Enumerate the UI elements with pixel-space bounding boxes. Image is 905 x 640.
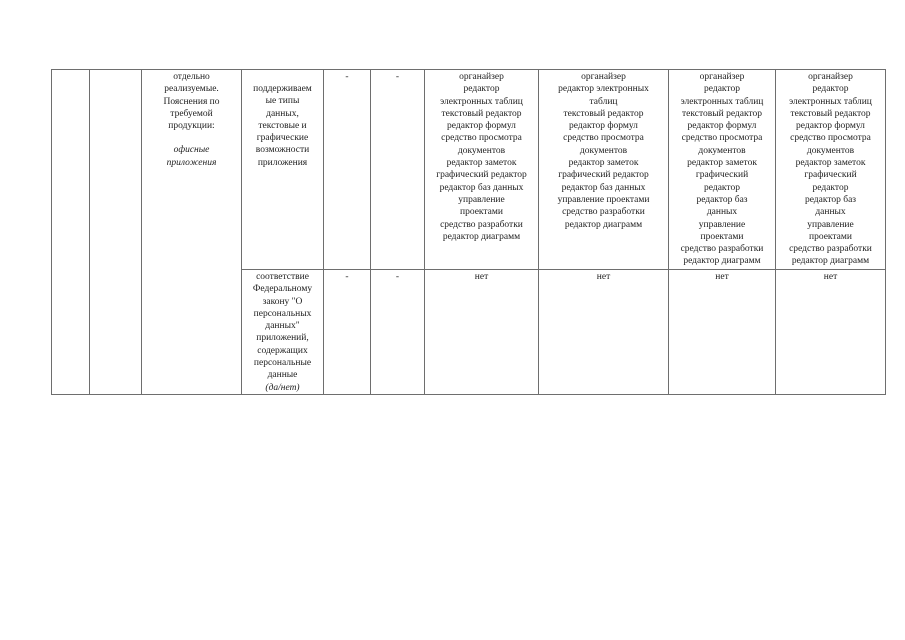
cell-line: текстовый редактор bbox=[682, 108, 762, 119]
cell-line: возможности bbox=[255, 145, 310, 156]
cell-line: таблиц bbox=[589, 96, 618, 107]
cell-line: данных, bbox=[266, 108, 299, 119]
cell-line: управление bbox=[698, 219, 746, 230]
cell-line: проектами bbox=[809, 231, 852, 242]
cell-line: данных bbox=[815, 207, 846, 218]
cell-value-col10 bbox=[776, 70, 886, 270]
cell-line: редактор формул bbox=[569, 121, 638, 132]
cell-value-col10: нет bbox=[776, 270, 886, 395]
cell-line: редактор заметок bbox=[446, 158, 517, 169]
cell-line: органайзер bbox=[581, 72, 626, 82]
cell-product-description bbox=[142, 70, 242, 395]
cell-line: редактор баз данных bbox=[561, 182, 646, 193]
cell-line: графические bbox=[256, 133, 309, 144]
cell-line: редактор bbox=[812, 84, 849, 95]
cell-line: документов bbox=[579, 145, 628, 156]
cell-line: управление bbox=[458, 194, 505, 205]
cell-unit-name: - bbox=[371, 70, 425, 270]
cell-line: текстовый редактор bbox=[563, 108, 644, 119]
cell-line: ые типы bbox=[265, 96, 300, 107]
cell-characteristic-personal-data bbox=[242, 270, 324, 395]
cell-code bbox=[90, 70, 142, 395]
cell-line: средство просмотра bbox=[563, 133, 644, 144]
cell-line: данные bbox=[267, 370, 298, 381]
cell-line: закону "О bbox=[262, 296, 303, 307]
cell-line: средство разработки bbox=[562, 207, 645, 218]
cell-line: отдельно bbox=[173, 72, 210, 82]
cell-line: соответствие bbox=[256, 272, 309, 282]
cell-line: персональные bbox=[253, 358, 312, 369]
cell-line: редактор диаграмм bbox=[683, 256, 761, 267]
cell-line: текстовый редактор bbox=[441, 108, 522, 119]
cell-line: графический редактор bbox=[436, 170, 527, 181]
cell-line: электронных таблиц bbox=[789, 96, 872, 107]
yes-no-note: (да/нет) bbox=[265, 382, 300, 393]
cell-characteristic-data-types bbox=[242, 70, 324, 270]
cell-line: редактор формул bbox=[796, 121, 865, 132]
cell-line: электронных таблиц bbox=[680, 96, 764, 107]
cell-line: средство просмотра bbox=[790, 133, 871, 144]
cell-line: органайзер bbox=[808, 72, 853, 82]
cell-line: редактор баз данных bbox=[439, 182, 524, 193]
cell-value-col8: нет bbox=[539, 270, 669, 395]
cell-line: средство просмотра bbox=[441, 133, 522, 144]
cell-line: текстовые и bbox=[258, 120, 307, 131]
cell-line: Федеральному bbox=[252, 284, 313, 295]
cell-line: редактор диаграмм bbox=[564, 219, 643, 230]
spec-table bbox=[51, 69, 886, 395]
cell-line: средство разработки bbox=[440, 219, 523, 230]
cell-line: графический bbox=[695, 170, 749, 181]
cell-line: содержащих bbox=[257, 345, 308, 356]
cell-line: средство разработки bbox=[680, 244, 764, 255]
cell-line: документов bbox=[806, 145, 855, 156]
cell-line: Пояснения по bbox=[163, 96, 220, 107]
cell-line: поддерживаем bbox=[253, 84, 312, 94]
cell-line: электронных таблиц bbox=[440, 96, 523, 107]
cell-line: редактор bbox=[463, 84, 500, 95]
product-type-note bbox=[144, 144, 239, 169]
cell-line: проектами bbox=[460, 207, 503, 218]
cell-line: управление проектами bbox=[557, 194, 650, 205]
cell-line: редактор bbox=[812, 182, 849, 193]
cell-line: документов bbox=[457, 145, 506, 156]
cell-line: редактор электронных bbox=[558, 84, 649, 95]
cell-line: органайзер bbox=[699, 72, 745, 82]
cell-line: средство просмотра bbox=[681, 133, 763, 144]
cell-unit: - bbox=[324, 270, 371, 395]
cell-line: редактор заметок bbox=[687, 158, 757, 169]
cell-unit: - bbox=[324, 70, 371, 270]
cell-line: органайзер bbox=[459, 72, 504, 82]
cell-line: редактор bbox=[704, 84, 740, 95]
product-description-text bbox=[144, 71, 239, 132]
cell-value-col8 bbox=[539, 70, 669, 270]
cell-line: приложений, bbox=[256, 333, 309, 344]
cell-line: документов bbox=[698, 145, 746, 156]
cell-line: редактор баз bbox=[696, 194, 748, 205]
cell-line: офисные bbox=[173, 145, 210, 156]
cell-line: редактор формул bbox=[687, 121, 757, 132]
cell-number bbox=[52, 70, 90, 395]
cell-line: редактор формул bbox=[447, 121, 516, 132]
cell-line: графический редактор bbox=[558, 170, 649, 181]
cell-value-col7 bbox=[425, 70, 539, 270]
cell-line: управление bbox=[807, 219, 854, 230]
cell-line: редактор bbox=[704, 182, 740, 193]
table-row bbox=[52, 70, 886, 270]
cell-line: редактор баз bbox=[804, 194, 857, 205]
cell-value-col9 bbox=[669, 70, 776, 270]
cell-line: редактор диаграмм bbox=[791, 256, 870, 267]
cell-line: редактор заметок bbox=[568, 158, 639, 169]
cell-value-col9: нет bbox=[669, 270, 776, 395]
cell-line: проектами bbox=[700, 231, 744, 242]
cell-line: данных" bbox=[265, 321, 300, 332]
cell-line: данных bbox=[706, 207, 738, 218]
cell-line: редактор диаграмм bbox=[442, 231, 521, 242]
cell-line: текстовый редактор bbox=[790, 108, 871, 119]
cell-line: персональных bbox=[253, 308, 312, 319]
cell-line: продукции: bbox=[168, 121, 215, 132]
cell-line: средство разработки bbox=[789, 244, 872, 255]
cell-unit-name: - bbox=[371, 270, 425, 395]
cell-line: требуемой bbox=[170, 108, 213, 119]
cell-line: редактор заметок bbox=[795, 158, 866, 169]
cell-line: приложения bbox=[166, 157, 217, 168]
cell-line: реализуемые. bbox=[164, 84, 219, 95]
cell-line: графический bbox=[804, 170, 857, 181]
cell-value-col7: нет bbox=[425, 270, 539, 395]
cell-line: приложения bbox=[257, 157, 308, 168]
